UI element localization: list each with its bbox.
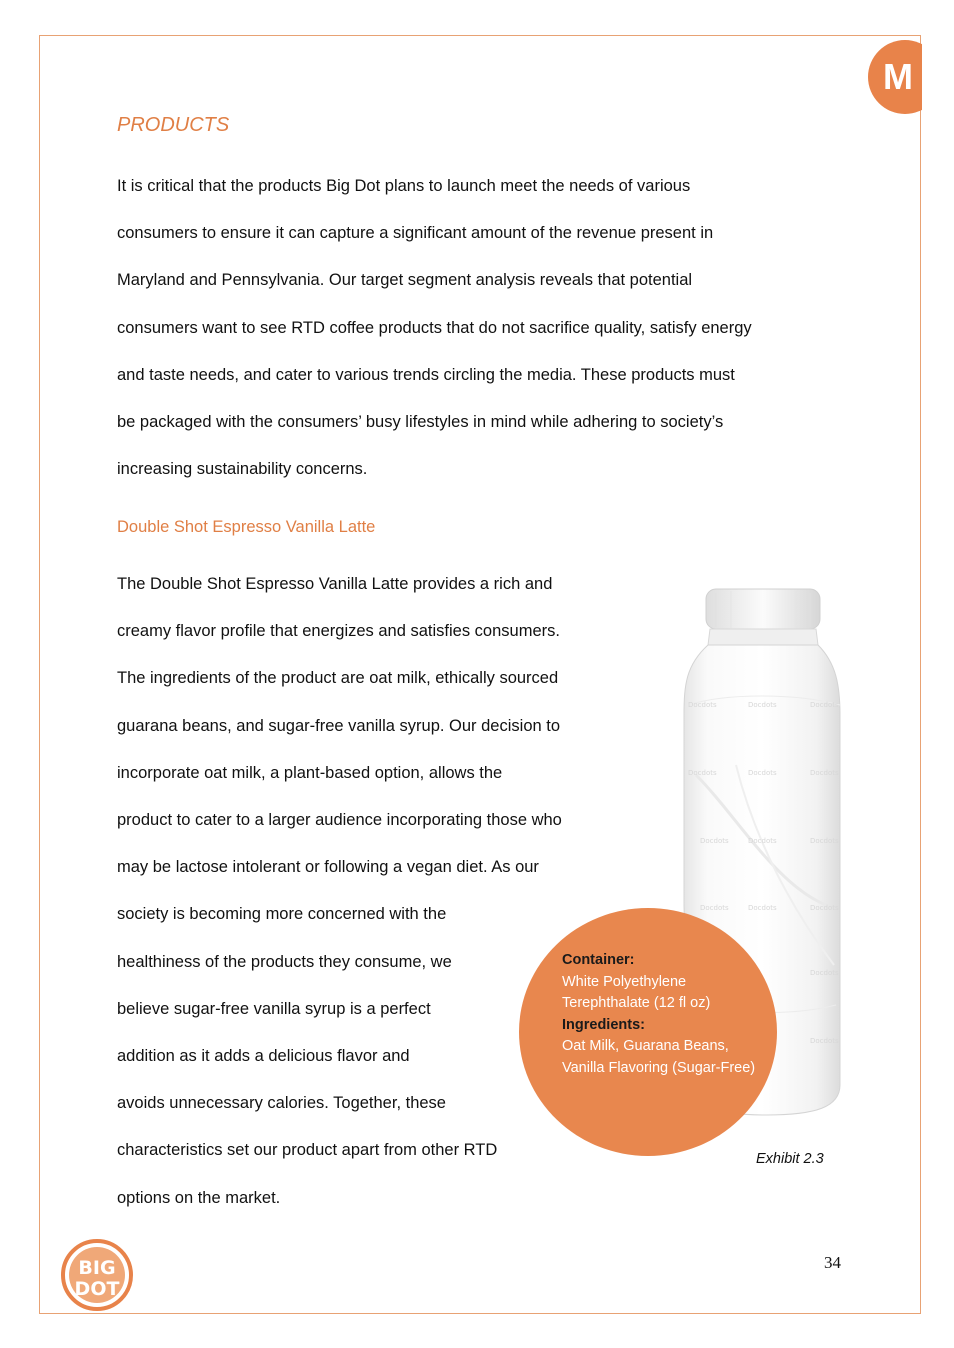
spec-callout-text [562,950,767,1079]
big-dot-logo [58,1236,136,1314]
description-line: creamy flavor profile that energizes and satisfies consumers. [117,622,560,641]
bottle-watermark: Docdots [748,769,777,777]
description-line: guarana beans, and sugar-free vanilla syrup. Our decision to [117,716,561,735]
description-line: avoids unnecessary calories. Together, these [117,1094,446,1113]
section-badge [868,36,922,118]
ingredients-label: Ingredients: [562,1016,645,1033]
description-line: incorporate oat milk, a plant-based option, allows the [117,763,503,782]
description-line: characteristics set our product apart from other RTD [117,1141,498,1160]
exhibit-caption: Exhibit 2.3 [756,1151,824,1167]
product-description [117,561,562,1222]
description-line: The Double Shot Espresso Vanilla Latte provides a rich and [117,575,553,593]
product-title: Double Shot Espresso Vanilla Latte [117,518,376,536]
bottle-watermark: Docdots [748,837,777,845]
container-label: Container: [562,952,635,968]
section-badge-letter: M [868,40,922,114]
bottle-watermark: Docdots [688,769,717,777]
bottle-watermark: Docdots [700,904,729,912]
bottle-watermark: Docdots [810,904,839,912]
bottle-watermark: Docdots [810,1037,839,1045]
description-line: addition as it adds a delicious flavor and [117,1047,410,1066]
intro-line: Maryland and Pennsylvania. Our target segment analysis reveals that potential [117,271,693,290]
bottle-watermark: Docdots [700,837,729,845]
bottle-watermark: Docdots [748,701,777,709]
intro-line: and taste needs, and cater to various trends circling the media. These products must [117,365,735,384]
intro-line: consumers want to see RTD coffee products that do not sacrifice quality, satisfy energy [117,318,752,337]
description-line: options on the market. [117,1188,281,1207]
intro-paragraph [117,163,847,493]
description-line: may be lactose intolerant or following a vegan diet. As our [117,858,539,877]
bottle-watermark: Docdots [688,701,717,709]
intro-line: increasing sustainability concerns. [117,460,368,479]
description-line: healthiness of the products they consume, we [117,952,452,971]
container-value: White Polyethylene Terephthalate (12 fl oz) [562,973,711,1011]
bottle-watermark: Docdots [748,904,777,912]
description-line: society is becoming more concerned with the [117,905,447,924]
bottle-watermark: Docdots [810,837,839,845]
description-line: believe sugar-free vanilla syrup is a perfect [117,999,431,1018]
page-number: 34 [824,1253,841,1272]
bottle-watermark: Docdots [810,701,839,709]
description-line: product to cater to a larger audience incorporating those who [117,811,562,830]
intro-line: be packaged with the consumers’ busy lifestyles in mind while adhering to society’s [117,413,724,432]
ingredients-value: Oat Milk, Guarana Beans, Vanilla Flavoring (Sugar-Free) [562,1038,756,1076]
logo-text-top: BIG [78,1257,116,1279]
bottle-watermark: Docdots [810,769,839,777]
intro-line: consumers to ensure it can capture a significant amount of the revenue present in [117,224,714,243]
section-title: PRODUCTS [117,114,230,136]
logo-text-bottom: DOT [74,1278,120,1300]
intro-line: It is critical that the products Big Dot plans to launch meet the needs of various [117,177,691,195]
description-line: The ingredients of the product are oat milk, ethically sourced [117,669,559,688]
bottle-watermark: Docdots [810,969,839,977]
